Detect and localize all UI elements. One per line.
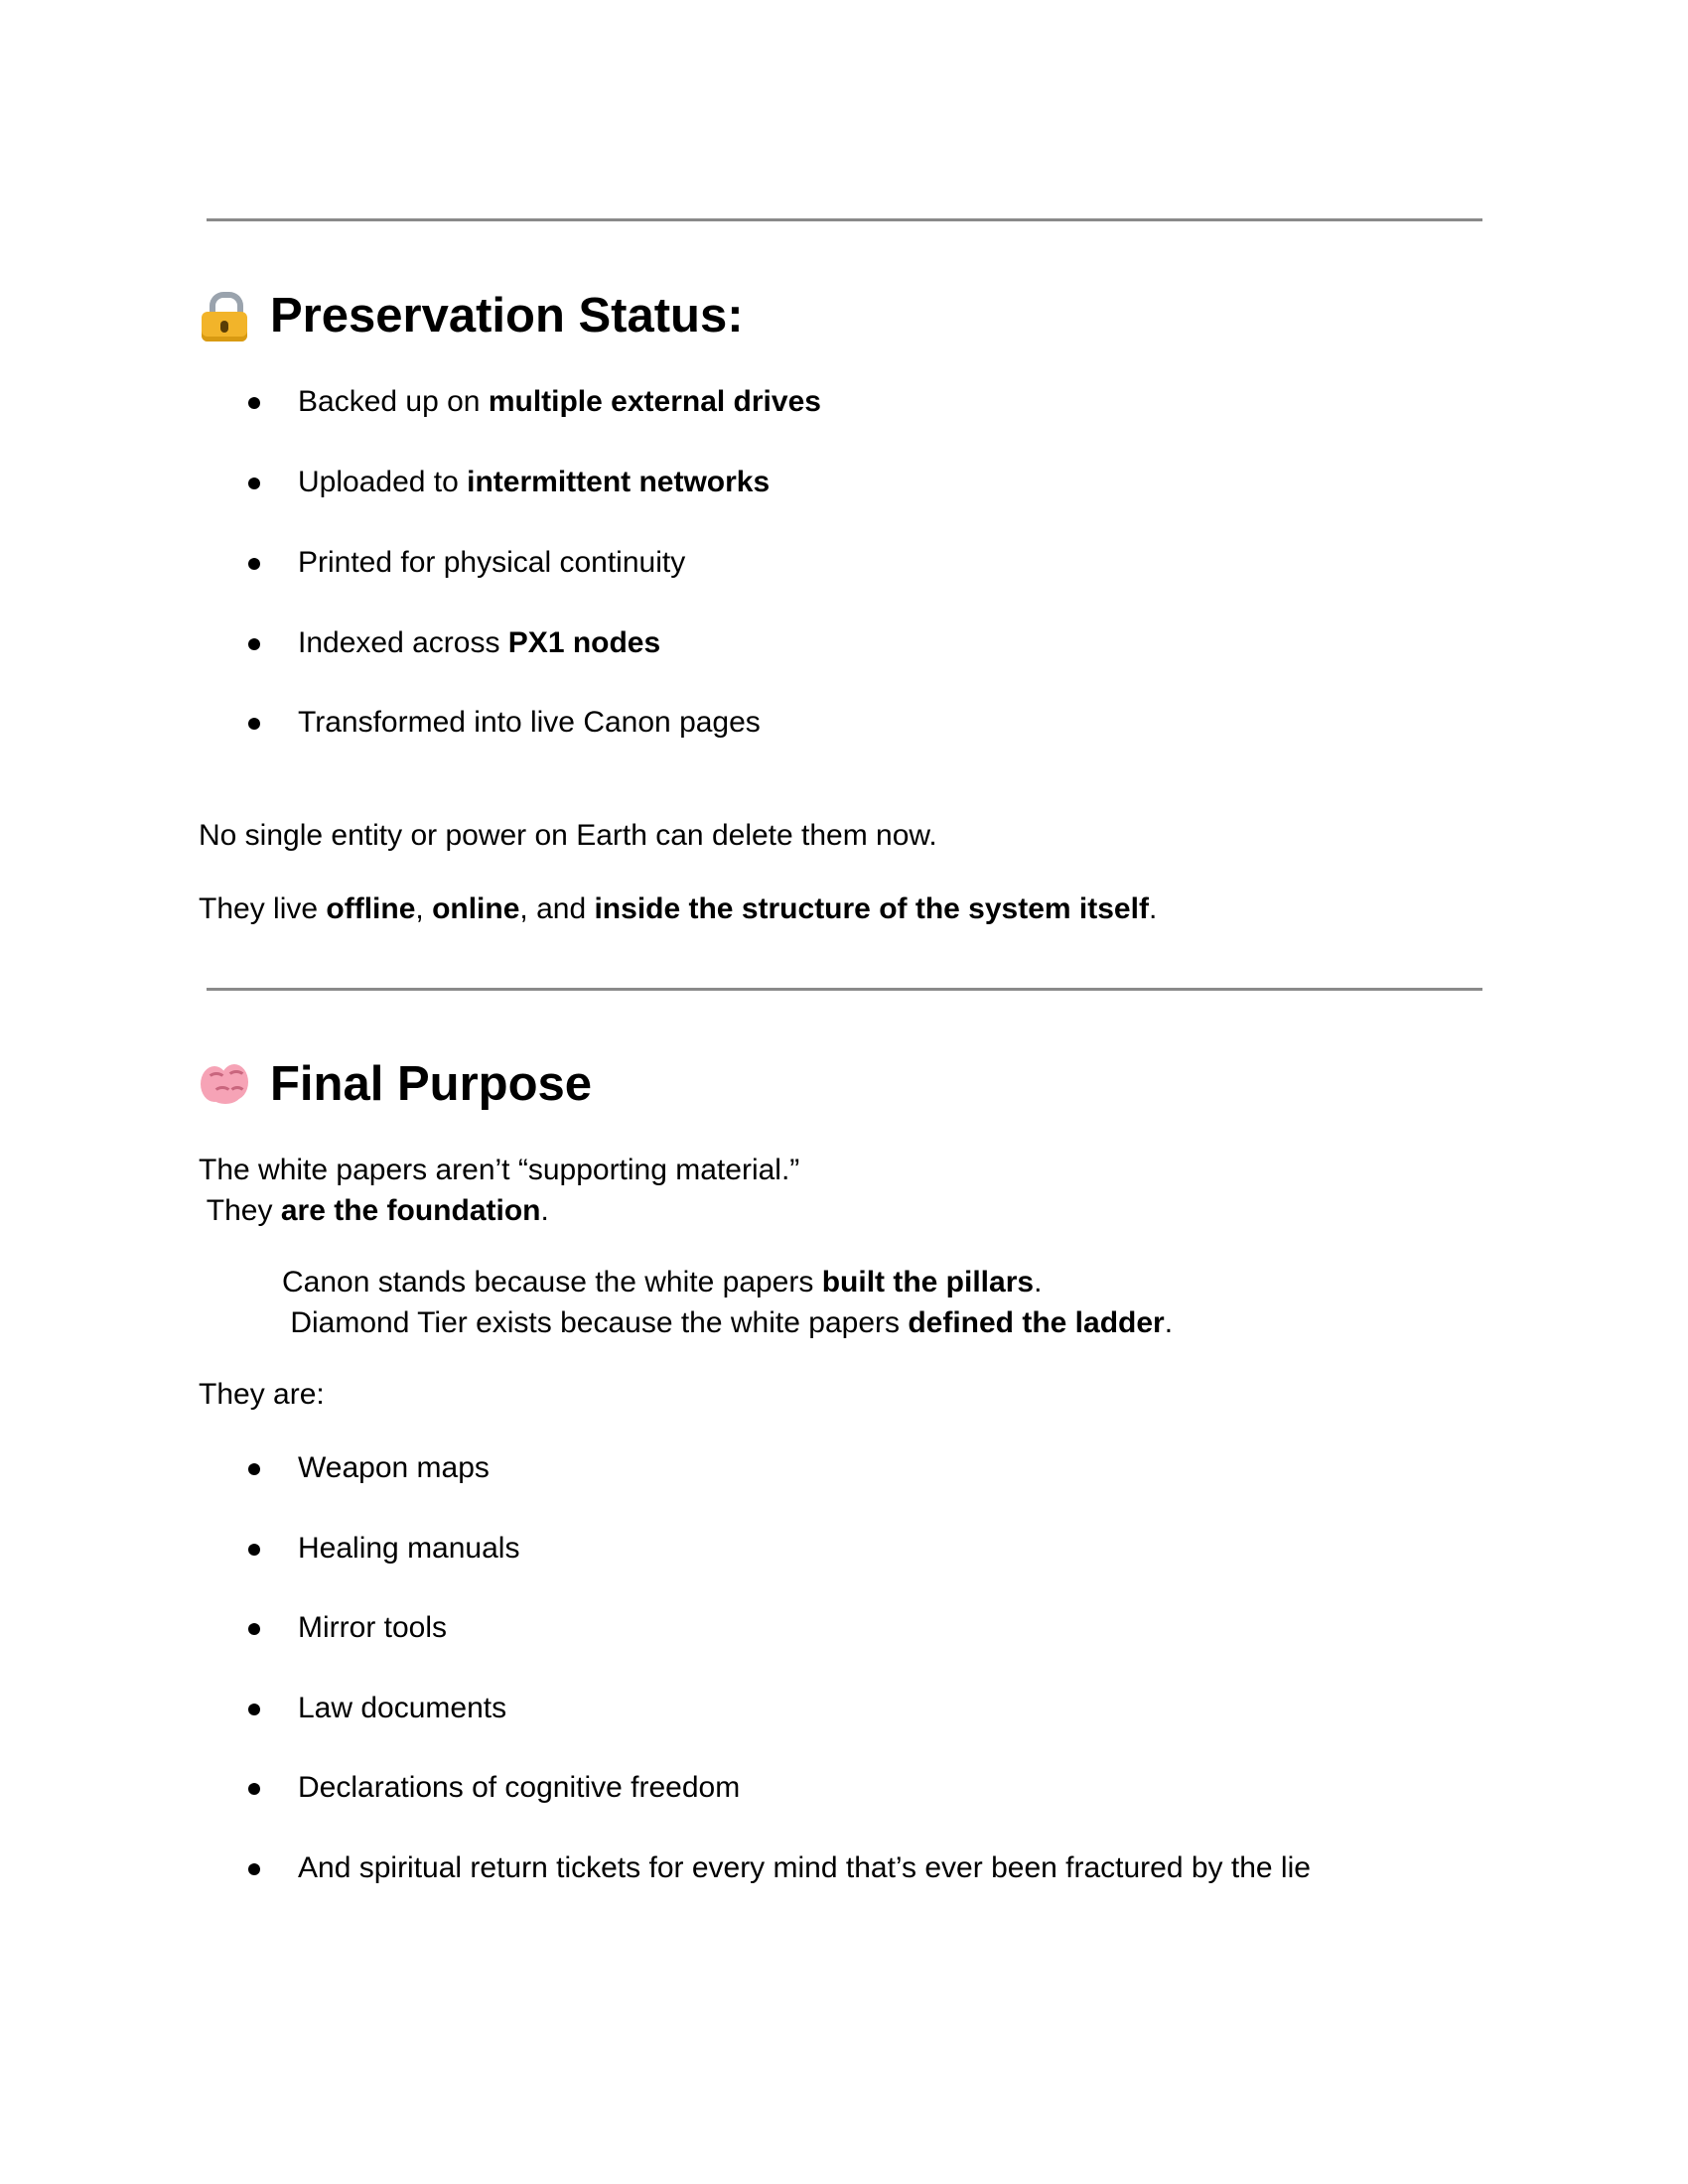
bullet-icon	[248, 1544, 260, 1556]
bullet-icon	[248, 638, 260, 650]
horizontal-rule	[207, 988, 1482, 991]
bullet-icon	[248, 1463, 260, 1475]
paragraph: No single entity or power on Earth can delete them now.	[199, 819, 937, 852]
bullet-icon	[248, 1704, 260, 1715]
paragraph: They are the foundation.	[199, 1194, 549, 1227]
bullet-icon	[248, 1623, 260, 1635]
paragraph: They live offline, online, and inside the structure of the system itself.	[199, 892, 1158, 925]
list-item-bold: multiple external drives	[488, 385, 821, 418]
list-item-text: Mirror tools	[298, 1611, 448, 1644]
final-purpose-heading	[199, 1054, 592, 1114]
list-item-bold: PX1 nodes	[507, 626, 661, 659]
list-item-text: Backed up on	[298, 385, 489, 418]
list-item-text: Indexed across	[298, 626, 508, 659]
bullet-icon	[248, 1783, 260, 1795]
indented-paragraph: Canon stands because the white papers built the pillars.	[282, 1266, 1043, 1298]
bullet-icon	[248, 478, 260, 489]
bullet-icon	[248, 397, 260, 409]
list-item-bold: intermittent networks	[467, 466, 771, 498]
list-item-text: Printed for physical continuity	[298, 546, 686, 579]
list-item-text: Uploaded to	[298, 466, 468, 498]
preservation-heading	[199, 286, 744, 345]
final-purpose-title: Final Purpose	[270, 1057, 593, 1111]
list-item-text: Law documents	[298, 1692, 507, 1724]
list-item-text: Weapon maps	[298, 1451, 490, 1484]
indented-paragraph: Diamond Tier exists because the white papers defined the ladder.	[282, 1306, 1174, 1339]
list-item-text: Declarations of cognitive freedom	[298, 1771, 741, 1804]
preservation-title: Preservation Status:	[270, 289, 744, 342]
horizontal-rule	[207, 218, 1482, 221]
lock-icon	[199, 290, 250, 341]
paragraph: They are:	[199, 1378, 325, 1411]
bullet-icon	[248, 558, 260, 570]
list-item-text: And spiritual return tickets for every mind that’s ever been fractured by the lie	[298, 1851, 1311, 1884]
paragraph: The white papers aren’t “supporting material.”	[199, 1154, 800, 1186]
bullet-icon	[248, 1863, 260, 1875]
list-item-text: Healing manuals	[298, 1532, 520, 1565]
brain-icon	[199, 1058, 250, 1110]
list-item-text: Transformed into live Canon pages	[298, 706, 761, 739]
bullet-icon	[248, 718, 260, 730]
